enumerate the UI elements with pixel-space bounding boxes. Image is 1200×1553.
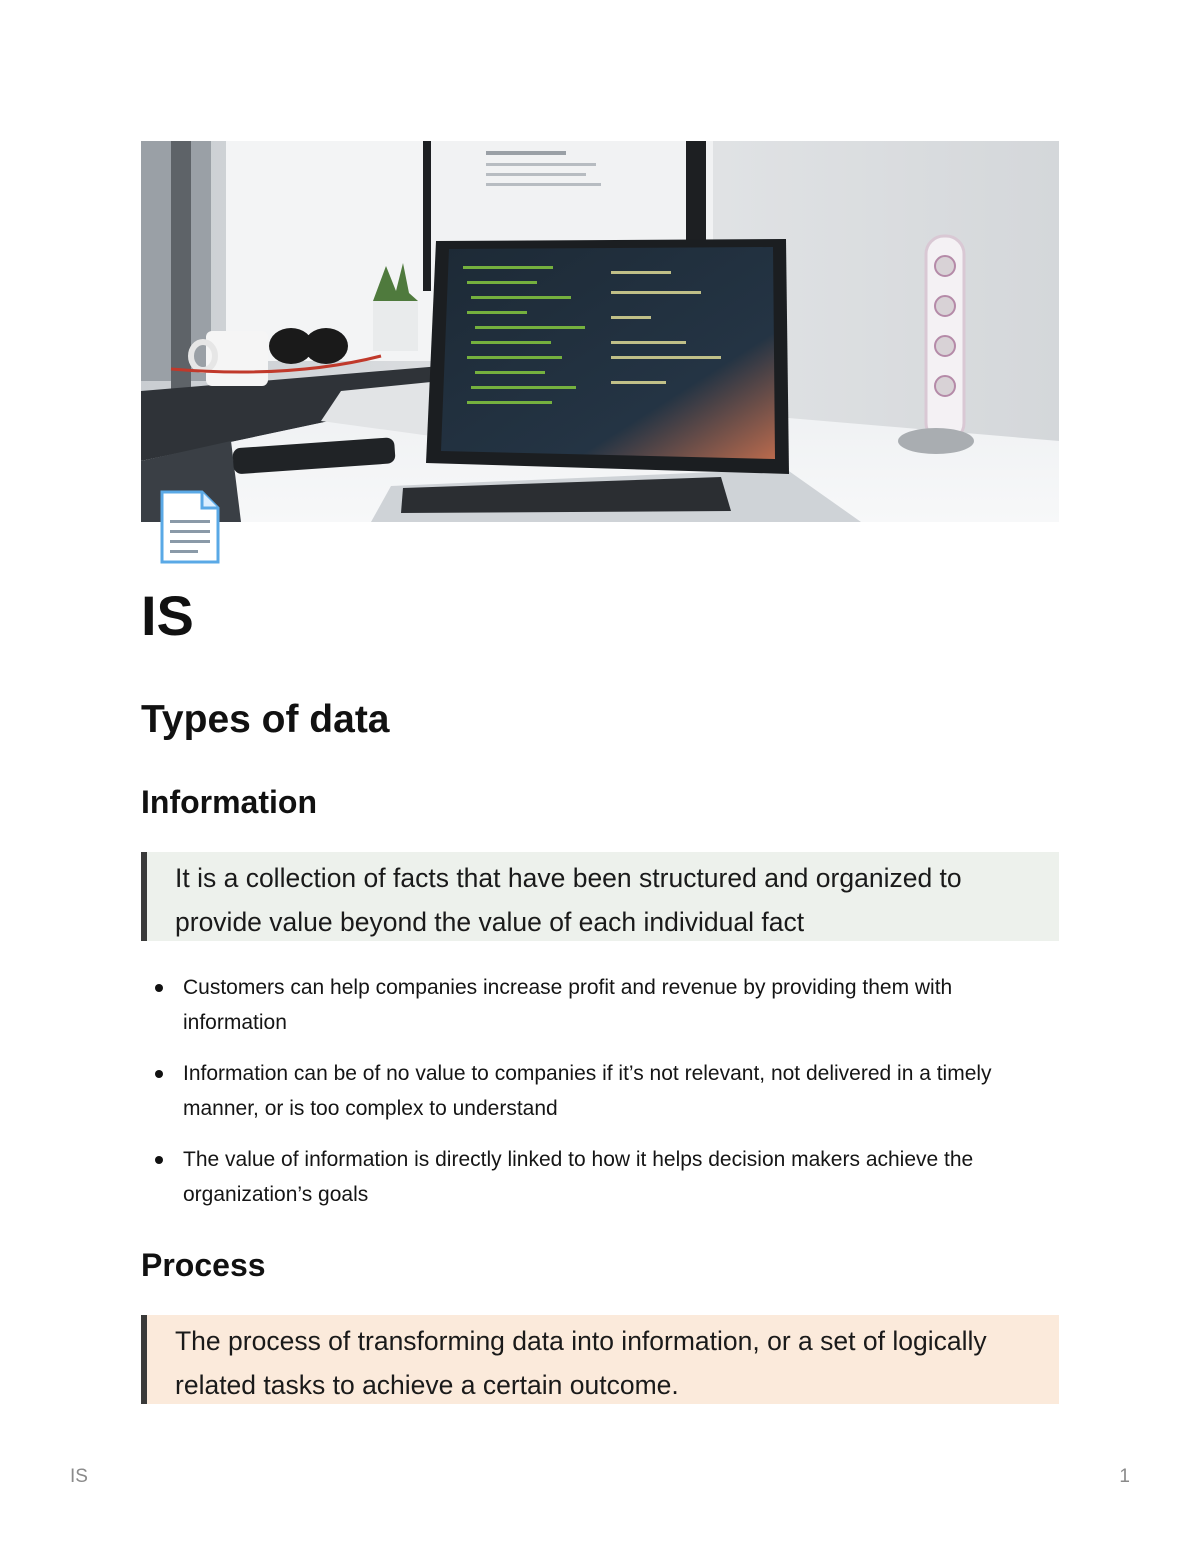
bullet-icon	[155, 1156, 163, 1164]
list-item-text: Customers can help companies increase profit and revenue by providing them with information	[183, 976, 953, 1034]
information-callout	[141, 852, 1059, 941]
process-callout	[141, 1315, 1059, 1404]
document-icon	[156, 488, 226, 568]
cover-photo	[141, 141, 1059, 522]
bullet-icon	[155, 984, 163, 992]
footer-document-title: IS	[70, 1466, 88, 1487]
cover-image	[141, 141, 1059, 522]
process-callout-text: The process of transforming data into information, or a set of logically related tasks to achieve a certain outcome.	[175, 1326, 987, 1400]
section-heading-information: Information	[141, 784, 317, 820]
section-heading-types-of-data: Types of data	[141, 698, 390, 741]
page-title: IS	[141, 584, 194, 647]
list-item-text: Information can be of no value to companies if it’s not relevant, not delivered in a timely manner, or is too complex to understand	[183, 1062, 992, 1120]
list-item-text: The value of information is directly linked to how it helps decision makers achieve the organization’s goals	[183, 1148, 974, 1206]
information-callout-text: It is a collection of facts that have been structured and organized to provide value beyond the value of each individual fact	[175, 863, 962, 937]
list-item	[155, 970, 1055, 1040]
information-bullet-list	[155, 970, 1055, 1228]
bullet-icon	[155, 1070, 163, 1078]
footer-page-number: 1	[1119, 1466, 1130, 1487]
list-item	[155, 1142, 1055, 1212]
list-item	[155, 1056, 1055, 1126]
section-heading-process: Process	[141, 1247, 266, 1283]
